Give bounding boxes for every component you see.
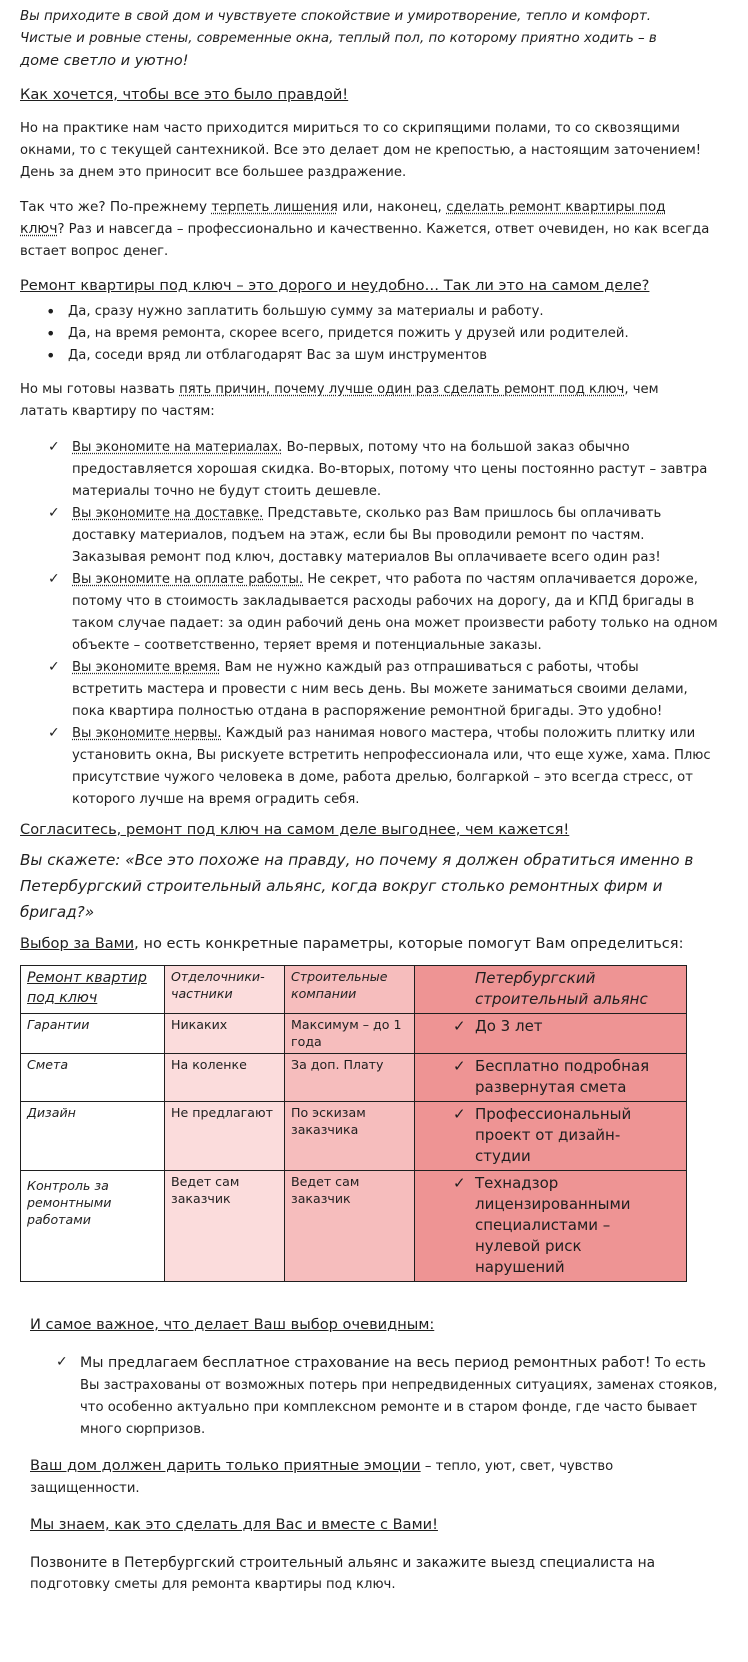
table-cell: Максимум – до 1 года — [285, 1014, 415, 1054]
insurance-item: ✓ Мы предлагаем бесплатное страхование на весь период ремонтных работ! То есть Вы застрахованы от возможных потерь при непредвиденных ситуациях, заменах стояков, что особенно актуально при комплексном ремонте и в старом фонде, где часто бывает много сюрпризов. — [80, 1352, 720, 1441]
intro-paragraph — [20, 6, 720, 72]
table-cell: До 3 лет — [475, 1017, 543, 1035]
check-icon: ✓ — [48, 725, 60, 741]
table-row — [21, 1014, 687, 1054]
table-cell: Гарантии — [21, 1014, 165, 1054]
paragraph-2: Так что же? По-прежнему терпеть лишения или, наконец, сделать ремонт квартиры под ключ? Раз и навсегда – профессионально и качественно. Кажется, ответ очевиден, но как всегда встает вопрос денег. — [20, 199, 710, 259]
table-cell: Смета — [21, 1054, 165, 1102]
table-cell: Не предлагают — [165, 1102, 285, 1171]
table-header-row — [21, 966, 687, 1014]
check-icon: ✓ — [48, 659, 60, 675]
quote: Вы скажете: «Все это похоже на правду, но почему я должен обратиться именно в Петербургский строительный альянс, когда вокруг столько ремонтных фирм и бригад?» — [20, 851, 694, 921]
table-cell: За доп. Плату — [285, 1054, 415, 1102]
call-to-action: Позвоните в Петербургский строительный альянс и закажите выезд специалиста на подготовку сметы для ремонта квартиры под ключ. — [30, 1555, 656, 1592]
table-row — [21, 1102, 687, 1171]
reason-title: Вы экономите на оплате работы. — [72, 572, 304, 587]
check-icon: ✓ — [48, 571, 60, 587]
comparison-table — [20, 965, 687, 1282]
emotions-link: Ваш дом должен дарить только приятные эмоции — [30, 1457, 421, 1474]
table-cell: По эскизам заказчика — [285, 1102, 415, 1171]
document — [20, 6, 720, 1596]
check-icon: ✓ — [48, 439, 60, 455]
table-cell: Ведет сам заказчик — [285, 1171, 415, 1282]
reason-title: Вы экономите время. — [72, 660, 221, 675]
table-cell: На коленке — [165, 1054, 285, 1102]
insurance-list — [20, 1352, 720, 1441]
table-cell: Никаких — [165, 1014, 285, 1054]
heading-1: Как хочется, чтобы все это было правдой! — [20, 86, 349, 103]
link-remont-pod-klyuch[interactable]: сделать ремонт квартиры под — [446, 199, 666, 215]
reason-item: ✓ Вы экономите на доставке. Представьте, сколько раз Вам пришлось бы оплачивать доставку материалов, подъем на этаж, если бы Вы проводили ремонт по частям. Заказывая ремонт под ключ, доставку материалов Вы оплачиваете всего один раз! — [72, 503, 720, 569]
reason-title: Вы экономите нервы. — [72, 726, 222, 741]
check-icon: ✓ — [453, 1105, 466, 1123]
check-icon: ✓ — [453, 1057, 466, 1075]
choice-line: Выбор за Вами, но есть конкретные параметры, которые помогут Вам определиться: — [20, 935, 684, 952]
link-pyat-prichin[interactable]: пять причин, почему лучше один раз сделать ремонт под ключ — [179, 382, 625, 397]
reason-item: ✓ Вы экономите на оплате работы. Не секрет, что работа по частям оплачивается дороже, потому что в стоимость закладывается расходы рабочих на дорогу, да и КПД бригады в таком случае падает: за один рабочий день она может произвести работу только на одном объекте – соответственно, теряет время и потенциальные заказы. — [72, 569, 720, 657]
paragraph-3: Но мы готовы назвать пять причин, почему лучше один раз сделать ремонт под ключ, чем латать квартиру по частям: — [20, 382, 659, 419]
reason-item: ✓ Вы экономите нервы. Каждый раз нанимая нового мастера, чтобы положить плитку или установить окна, Вы рискуете встретить непрофессионала или, что еще хуже, хама. Плюс присутствие чужого человека в доме, работа дрелью, болгаркой – это всегда стресс, от которого лучше на время оградить себя. — [72, 723, 720, 811]
paragraph-4: Ваш дом должен дарить только приятные эмоции – тепло, уют, свет, чувство защищенности. — [30, 1457, 614, 1496]
heading-3: Согласитесь, ремонт под ключ на самом деле выгоднее, чем кажется! — [20, 821, 570, 838]
intro-line: доме светло и уютно! — [20, 52, 189, 69]
table-row — [21, 1054, 687, 1102]
check-icon: ✓ — [453, 1174, 466, 1192]
list-item: • Да, сразу нужно заплатить большую сумму за материалы и работу. — [68, 301, 720, 323]
table-header: Строительные компании — [285, 966, 415, 1014]
table-header: Ремонт квартир под ключ — [27, 970, 147, 1006]
table-cell: Ведет сам заказчик — [165, 1171, 285, 1282]
table-cell: Профессиональный проект от дизайн-студии — [475, 1105, 632, 1165]
table-cell: Технадзор лицензированными специалистами – нулевой риск нарушений — [475, 1174, 631, 1276]
reason-item: ✓ Вы экономите на материалах. Во-первых, потому что на большой заказ обычно предоставляется хорошая скидка. Во-вторых, потому что цены постоянно растут – завтра материалы точно не будут стоить дешевле. — [72, 437, 720, 503]
table-cell: Контроль за ремонтными работами — [21, 1171, 165, 1282]
list-item: • Да, на время ремонта, скорее всего, придется пожить у друзей или родителей. — [68, 323, 720, 345]
table-cell: Бесплатно подробная развернутая смета — [475, 1057, 650, 1096]
reasons-list — [20, 437, 720, 811]
reason-title: Вы экономите на доставке. — [72, 506, 264, 521]
bullet-list — [20, 301, 720, 367]
check-icon: ✓ — [48, 505, 60, 521]
link-klyuch[interactable]: ключ — [20, 221, 58, 237]
choice-link: Выбор за Вами — [20, 935, 135, 952]
heading-4: И самое важное, что делает Ваш выбор очевидным: — [30, 1316, 435, 1333]
intro-line: Чистые и ровные стены, современные окна, теплый пол, по которому приятно ходить – в — [20, 31, 657, 46]
check-icon: ✓ — [56, 1354, 68, 1370]
list-item: • Да, соседи вряд ли отблагодарят Вас за шум инструментов — [68, 345, 720, 367]
table-row — [21, 1171, 687, 1282]
reason-item: ✓ Вы экономите время. Вам не нужно каждый раз отпрашиваться с работы, чтобы встретить мастера и провести с ним весь день. Вы можете заниматься своими делами, пока квартира полностью отдана в распоряжение ремонтной бригады. Это удобно! — [72, 657, 720, 723]
paragraph-1: Но на практике нам часто приходится мириться то со скрипящими полами, то со сквозящими окнами, то с текущей сантехникой. Все это делает дом не крепостью, а настоящим заточением! День за днем это приносит все большее раздражение. — [20, 121, 702, 180]
heading-2: Ремонт квартиры под ключ – это дорого и неудобно… Так ли это на самом деле? — [20, 277, 650, 294]
reason-title: Вы экономите на материалах. — [72, 440, 283, 455]
link-terpet-lisheniya[interactable]: терпеть лишения — [211, 199, 338, 215]
table-header: Отделочники-частники — [165, 966, 285, 1014]
intro-line: Вы приходите в свой дом и чувствуете спокойствие и умиротворение, тепло и комфорт. — [20, 9, 652, 24]
check-icon: ✓ — [453, 1017, 466, 1035]
table-header: Петербургский строительный альянс — [415, 966, 687, 1014]
table-cell: Дизайн — [21, 1102, 165, 1171]
heading-5: Мы знаем, как это сделать для Вас и вместе с Вами! — [30, 1516, 438, 1533]
